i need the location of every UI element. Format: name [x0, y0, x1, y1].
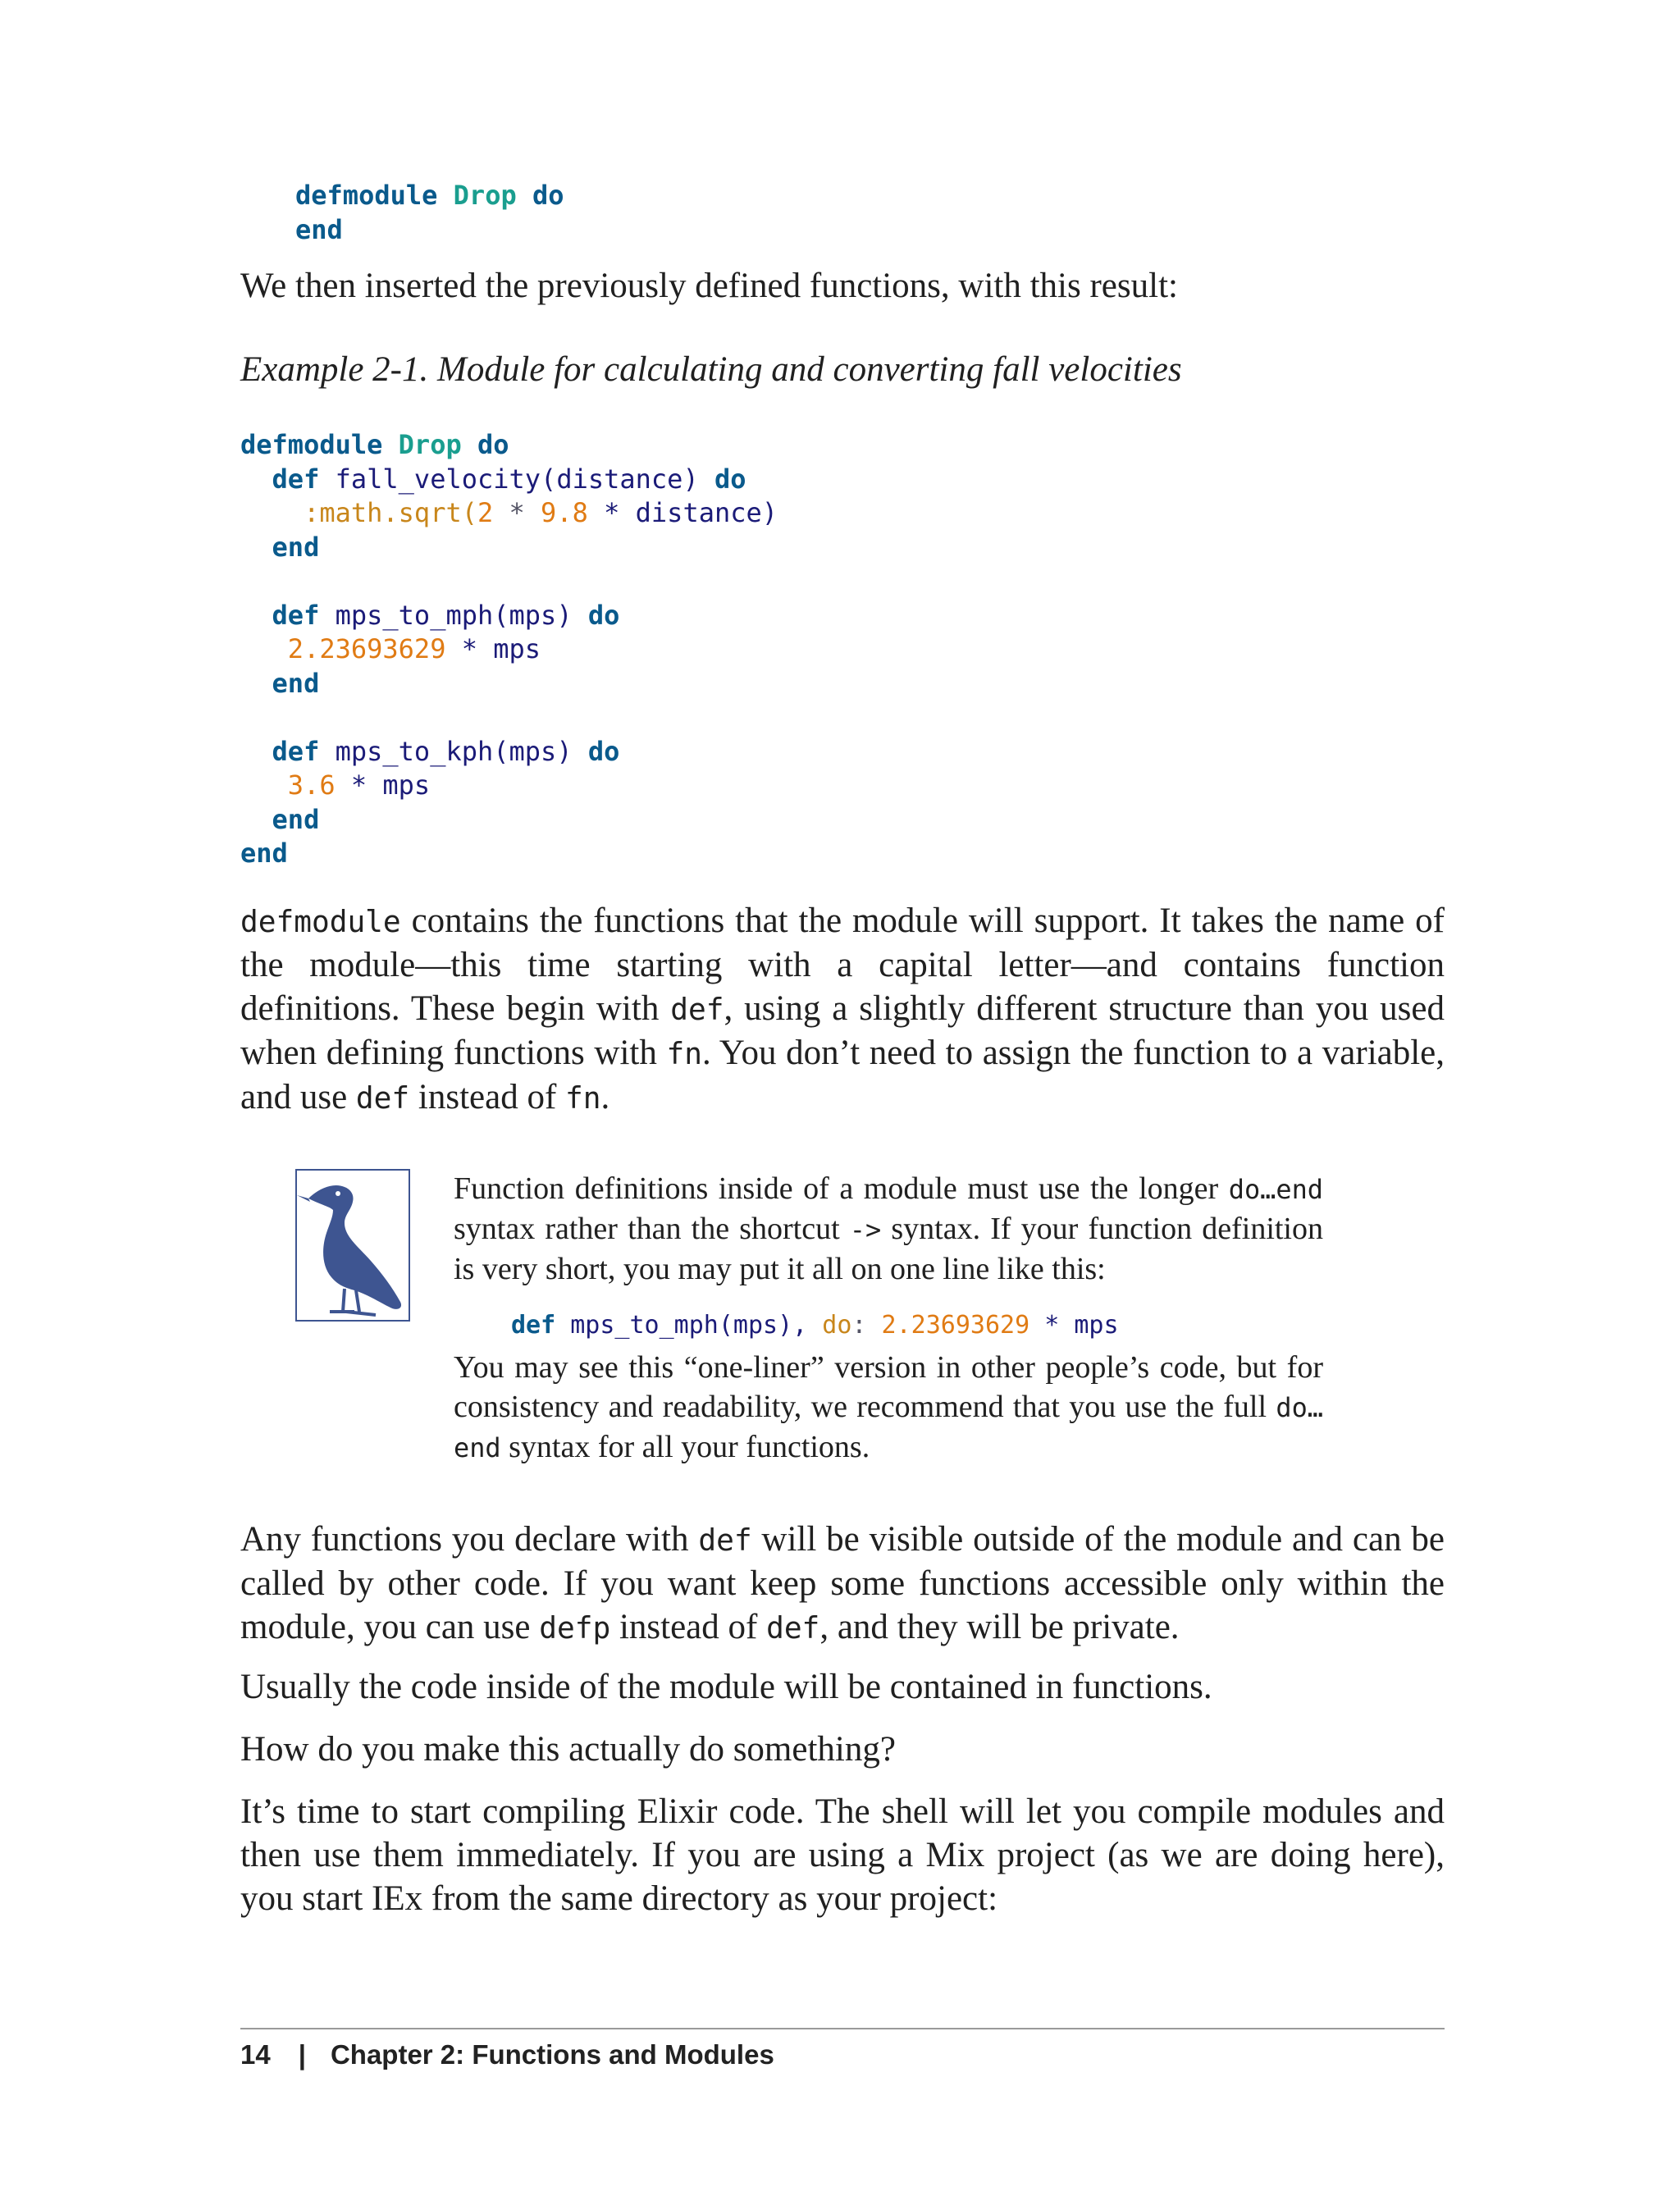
footer-separator: |: [298, 2039, 306, 2070]
text-run: instead of: [409, 1078, 566, 1116]
inline-code: def: [355, 1080, 410, 1116]
text-run: contains the functions that the module will support. It takes the name of the module—this time starting with a capital letter—and contains function definitions. These begin with: [240, 902, 1445, 1028]
text-run: , and they will be private.: [819, 1608, 1180, 1646]
text-run: syntax. If your function definition is very short, you may put it all on one line like this:: [454, 1212, 1323, 1286]
inline-code: defmodule: [240, 904, 401, 939]
page-footer: [240, 2039, 774, 2070]
text-run: . You don’t need to assign the function to a variable, and use: [240, 1034, 1445, 1116]
code-number: 2: [477, 497, 494, 528]
code-identifier: * mps: [445, 633, 541, 664]
code-keyword: end: [272, 803, 320, 835]
text-run: Any functions you declare with: [240, 1520, 699, 1559]
text-run: will be visible outside of the module and can be called by other code. If you want keep some functions accessible only within the module, you can use: [240, 1520, 1445, 1646]
text-run: You may see this “one-liner” version in other people’s code, but for consistency and readability, we recommend that you use the full: [454, 1350, 1323, 1424]
inline-code: do…end: [454, 1392, 1323, 1463]
code-identifier: * mps: [1029, 1311, 1119, 1340]
compiling-paragraph: It’s time to start compiling Elixir code. The shell will let you compile modules and then use them immediately. If you are using a Mix project (as we are doing here), you start IEx from the same directory as your project:: [240, 1792, 1445, 1918]
code-keyword: end: [295, 213, 343, 245]
code-operator: :: [851, 1311, 882, 1340]
code-keyword: do: [587, 599, 620, 631]
code-keyword: def: [272, 599, 320, 631]
inline-code: def: [698, 1522, 752, 1558]
text-run: syntax for all your functions.: [500, 1430, 870, 1464]
note-text-1: [454, 1169, 1323, 1289]
code-keyword: defmodule: [295, 180, 438, 211]
inline-code: defp: [539, 1610, 611, 1646]
code-operator: *: [493, 497, 541, 528]
defmodule-snippet: [295, 179, 564, 247]
code-module-name: Drop: [453, 180, 517, 211]
text-run: Function definitions inside of a module must use the longer: [454, 1171, 1229, 1206]
chapter-title: Chapter 2: Functions and Modules: [330, 2039, 774, 2070]
code-atom: do: [822, 1311, 852, 1340]
text-run: , using a slightly different structure than you used when defining functions with: [240, 989, 1445, 1072]
example-caption: Example 2-1. Module for calculating and converting fall velocities: [240, 350, 1182, 389]
code-keyword: do: [587, 735, 620, 767]
inline-code: do…end: [1228, 1174, 1323, 1205]
code-keyword: end: [272, 667, 320, 699]
inline-code: fn: [666, 1036, 702, 1071]
code-keyword: do: [477, 429, 509, 460]
functions-paragraph: Usually the code inside of the module will be contained in functions.: [240, 1668, 1212, 1706]
text-run: .: [600, 1078, 610, 1116]
example-code-block: [240, 428, 778, 871]
code-keyword: defmodule: [240, 429, 383, 460]
footer-rule: [240, 2028, 1445, 2029]
defmodule-paragraph: [240, 899, 1445, 1120]
code-identifier: * distance): [587, 497, 778, 528]
code-function-head: mps_to_mph(mps): [335, 599, 573, 631]
code-keyword: def: [511, 1311, 556, 1340]
code-function-head: mps_to_mph(mps),: [570, 1311, 823, 1340]
code-identifier: * mps: [335, 769, 431, 801]
text-run: syntax rather than the shortcut: [454, 1212, 850, 1246]
note-text-2: [454, 1348, 1323, 1468]
intro-paragraph: We then inserted the previously defined functions, with this result:: [240, 267, 1178, 305]
code-number: 2.23693629: [881, 1311, 1030, 1340]
note-code-line: [511, 1309, 1119, 1342]
def-visibility-paragraph: [240, 1518, 1445, 1650]
code-keyword: end: [240, 838, 288, 869]
code-keyword: def: [272, 463, 320, 495]
code-function-head: fall_velocity(distance): [335, 463, 699, 495]
code-keyword: do: [714, 463, 746, 495]
inline-code: def: [670, 992, 724, 1027]
page-number: 14: [240, 2039, 271, 2070]
code-function-head: mps_to_kph(mps): [335, 735, 573, 767]
code-number: 9.8: [541, 497, 588, 528]
text-run: instead of: [610, 1608, 767, 1646]
inline-code: fn: [565, 1080, 601, 1116]
code-number: 3.6: [287, 769, 336, 801]
inline-code: def: [766, 1610, 820, 1646]
code-keyword: do: [532, 180, 564, 211]
code-module-name: Drop: [398, 429, 462, 460]
code-atom: :math.sqrt(: [304, 497, 477, 528]
crow-icon: [295, 1169, 410, 1322]
inline-code: ->: [849, 1214, 882, 1245]
code-keyword: def: [272, 735, 320, 767]
code-keyword: end: [272, 531, 320, 563]
question-paragraph: How do you make this actually do something?: [240, 1730, 896, 1769]
code-number: 2.23693629: [287, 633, 446, 664]
